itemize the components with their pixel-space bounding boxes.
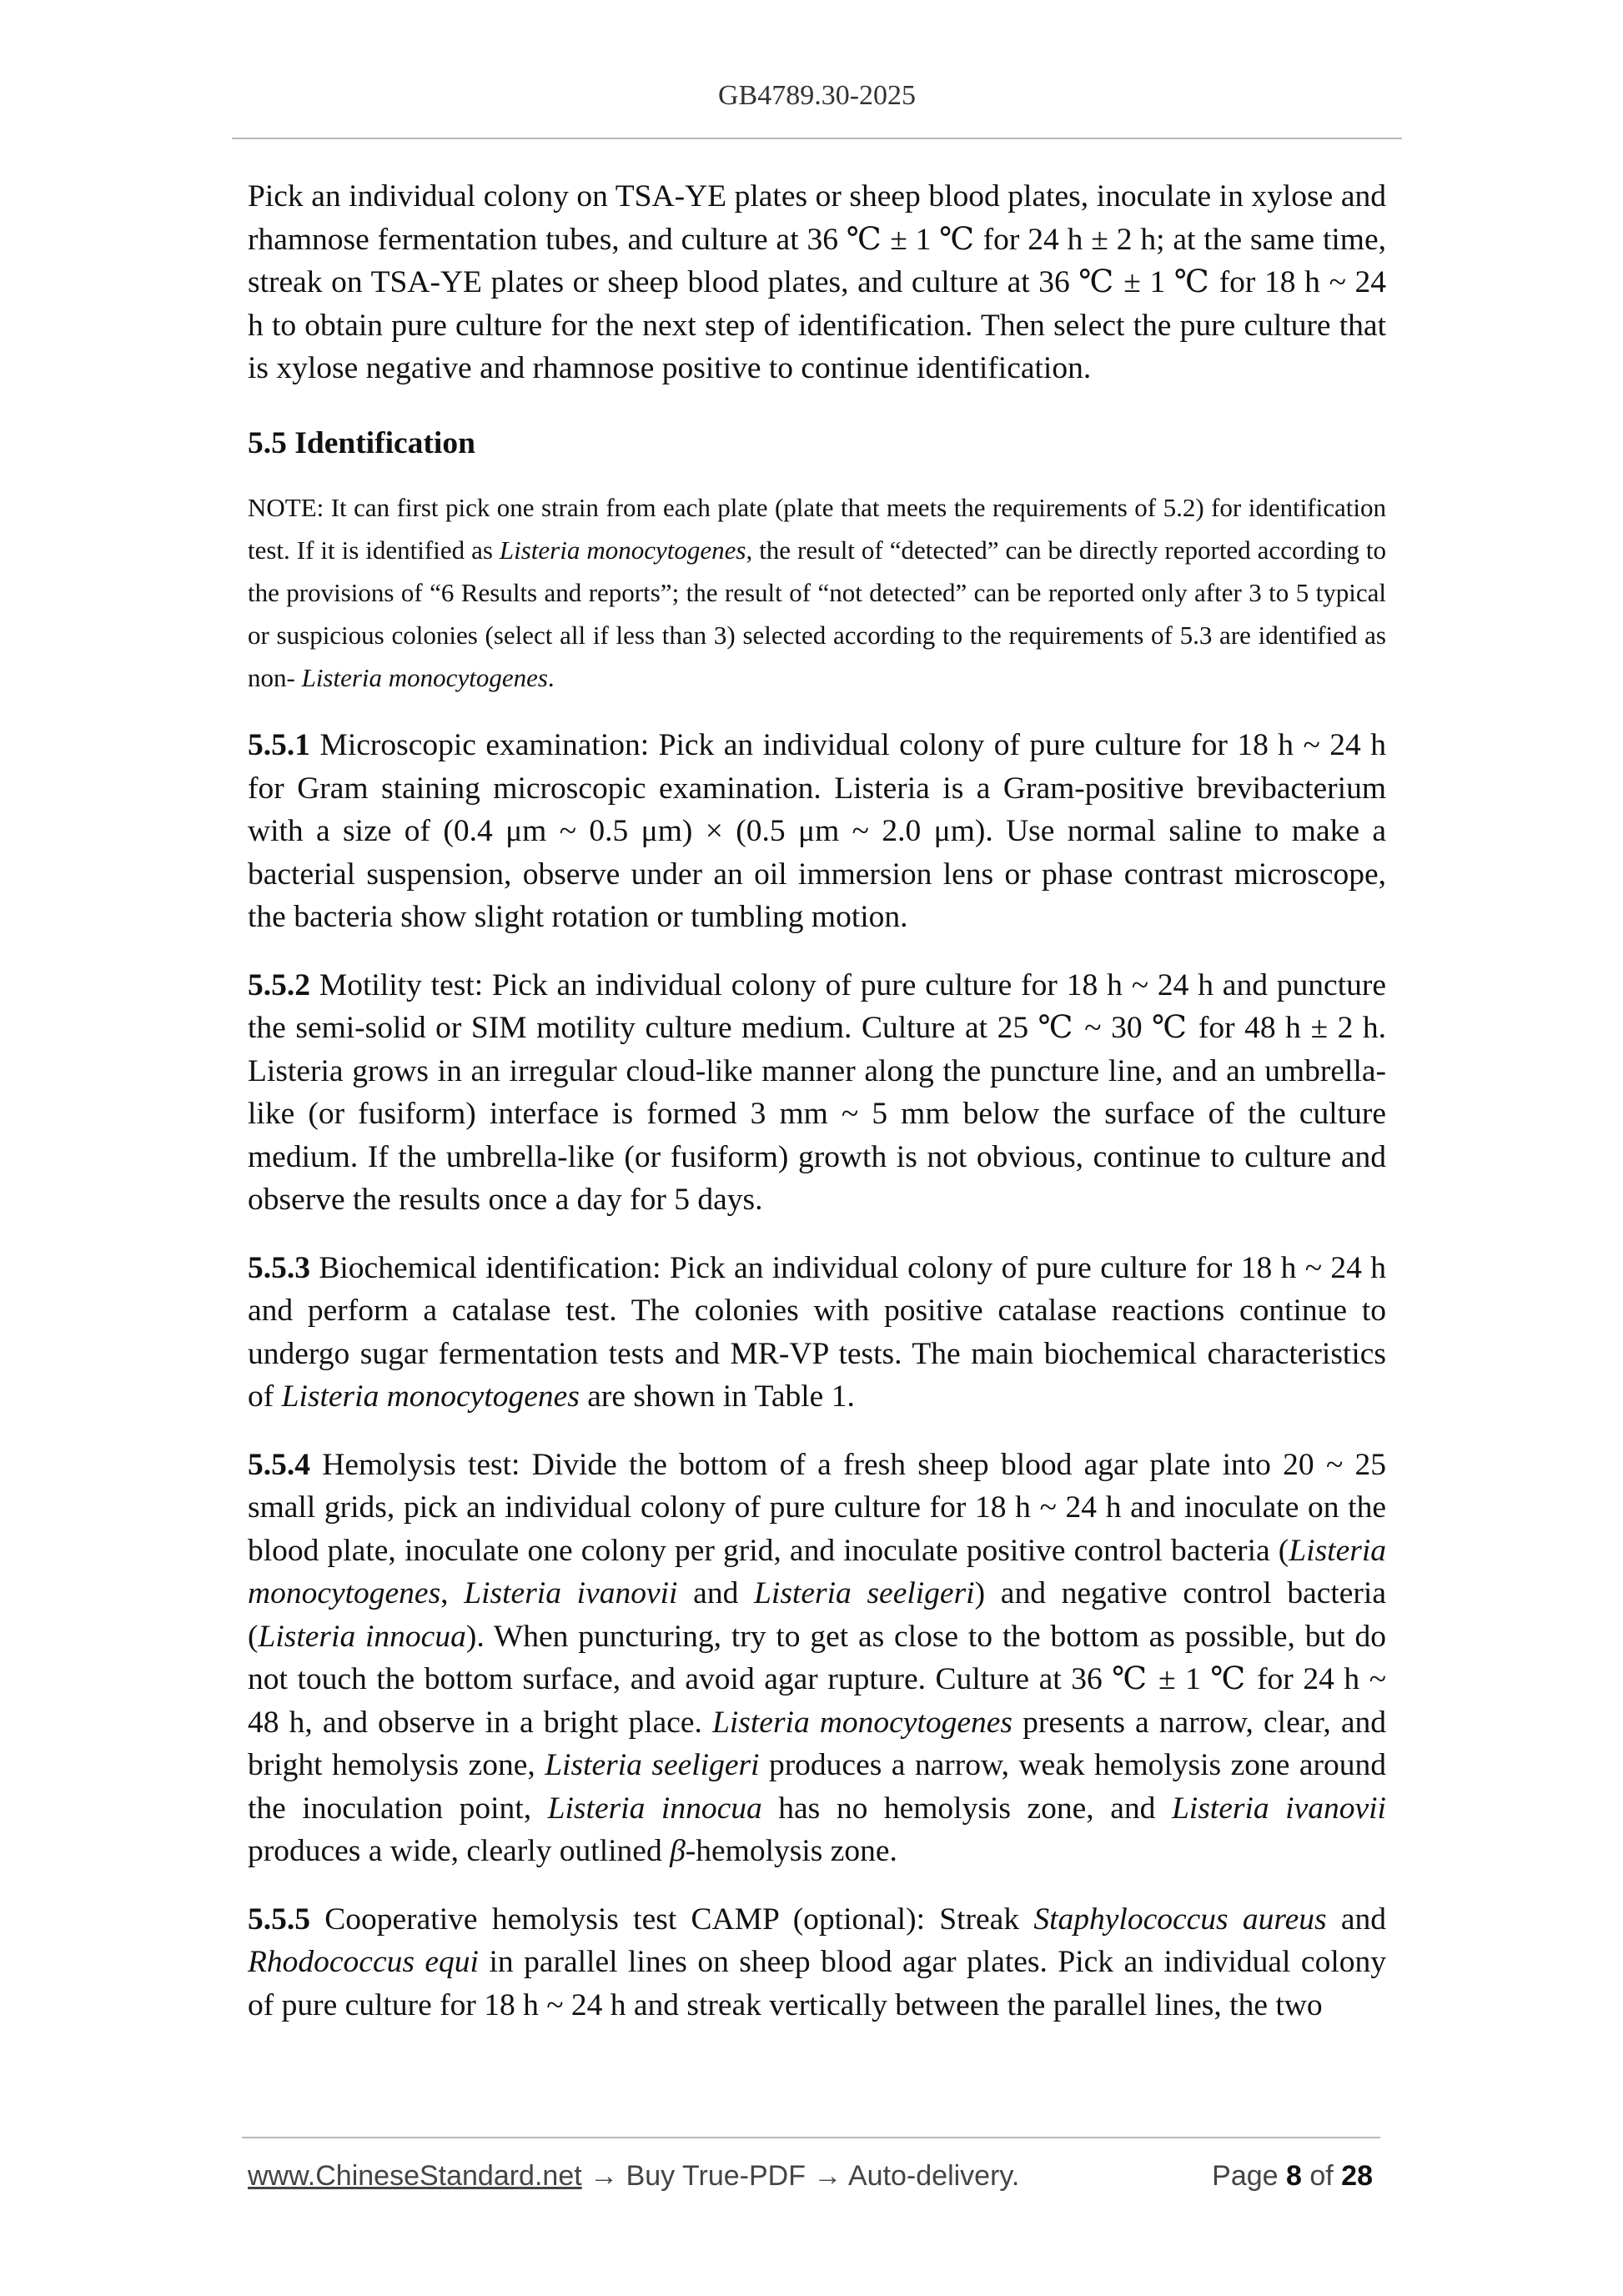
species-name: Listeria seeligeri xyxy=(754,1576,975,1610)
species-name: Listeria innocua xyxy=(547,1791,762,1826)
section-number: 5.5.2 xyxy=(248,967,310,1002)
document-body xyxy=(248,175,1386,2027)
section-number: 5.5.3 xyxy=(248,1250,310,1285)
section-number: 5.5.4 xyxy=(248,1447,310,1482)
species-name: Rhodococcus equi xyxy=(248,1945,479,1979)
paragraph-pure-culture: Pick an individual colony on TSA-YE plates or sheep blood plates, inoculate in xylose and rhamnose fermentation tubes, and culture at 36 ℃ ± 1 ℃ for 24 h ± 2 h; at the same time, streak on TSA-YE plates or sheep blood plates, and culture at 36 ℃ ± 1 ℃ for 18 h ~ 24 h to obtain pure culture for the next step of identification. Then select the pure culture that is xylose negative and rhamnose positive to continue identification. xyxy=(248,179,1386,385)
species-name: Listeria ivanovii xyxy=(464,1576,678,1610)
page-footer xyxy=(248,2160,1386,2202)
current-page-number: 8 xyxy=(1286,2160,1302,2192)
species-name: Listeria seeligeri xyxy=(545,1748,760,1782)
section-5-5-3: 5.5.3 Biochemical identification: Pick an individual colony of pure culture for 18 h ~ 24 h and perform a catalase test. The colonies with positive catalase reactions continue to undergo sugar fermentation tests and MR-VP tests. The main biochemical characteristics of Listeria monocytogenes are shown in Table 1. xyxy=(248,1250,1386,1414)
header-divider xyxy=(232,138,1402,139)
section-number: 5.5.5 xyxy=(248,1902,310,1937)
species-name: Listeria monocytogenes xyxy=(499,535,746,565)
species-name: Listeria monocytogenes xyxy=(712,1705,1012,1740)
document-header: GB4789.30-2025 xyxy=(717,80,917,111)
page-indicator: Page 8 of 28 xyxy=(1212,2160,1373,2192)
section-5-5-5: 5.5.5 Cooperative hemolysis test CAMP (optional): Streak Staphylococcus aureus and Rhodococcus equi in parallel lines on sheep blood agar plates. Pick an individual colony of pure culture for 18 h ~ 24 h and streak vertically between the parallel lines, the two xyxy=(248,1902,1386,2022)
species-name: Listeria innocua xyxy=(258,1619,466,1654)
species-name: Listeria monocytogenes xyxy=(301,663,548,692)
footer-promo-text: → Buy True-PDF → Auto-delivery. xyxy=(581,2160,1020,2192)
website-link[interactable]: www.ChineseStandard.net xyxy=(248,2160,582,2192)
section-5-5-4: 5.5.4 Hemolysis test: Divide the bottom of a fresh sheep blood agar plate into 20 ~ 25 small grids, pick an individual colony of pure culture for 18 h ~ 24 h and inoculate on the blood plate, inoculate one colony per grid, and inoculate positive control bacteria (Listeria monocytogenes, Listeria ivanovii and Listeria seeligeri) and negative control bacteria (Listeria innocua). When puncturing, try to get as close to the bottom as possible, but do not touch the bottom surface, and avoid agar rupture. Culture at 36 ℃ ± 1 ℃ for 24 h ~ 48 h, and observe in a bright place. Listeria monocytogenes presents a narrow, clear, and bright hemolysis zone, Listeria seeligeri produces a narrow, weak hemolysis zone around the inoculation point, Listeria innocua has no hemolysis zone, and Listeria ivanovii produces a wide, clearly outlined β-hemolysis zone. xyxy=(248,1447,1386,1868)
species-name: Listeria monocytogenes xyxy=(248,1533,1386,1610)
greek-beta: β xyxy=(670,1834,686,1868)
footer-promo xyxy=(248,2160,1019,2193)
species-name: Listeria monocytogenes xyxy=(281,1379,580,1414)
section-number: 5.5.1 xyxy=(248,728,310,762)
section-5-5-1: 5.5.1 Microscopic examination: Pick an individual colony of pure culture for 18 h ~ 24 h for Gram staining microscopic examination. Listeria is a Gram-positive brevibacterium with a size of (0.4 μm ~ 0.5 μm) × (0.5 μm ~ 2.0 μm). Use normal saline to make a bacterial suspension, observe under an oil immersion lens or phase contrast microscope, the bacteria show slight rotation or tumbling motion. xyxy=(248,728,1386,934)
species-name: Listeria ivanovii xyxy=(1171,1791,1386,1826)
section-heading-5-5: 5.5 Identification xyxy=(248,425,475,460)
note-paragraph: NOTE: It can first pick one strain from each plate (plate that meets the requirements of 5.2) for identification test. If it is identified as Listeria monocytogenes, the result of “detected” can be directly reported according to the provisions of “6 Results and reports”; the result of “not detected” can be reported only after 3 to 5 typical or suspicious colonies (select all if less than 3) selected according to the requirements of 5.3 are identified as non- Listeria monocytogenes. xyxy=(248,493,1386,692)
species-name: Staphylococcus aureus xyxy=(1033,1902,1327,1937)
total-pages-number: 28 xyxy=(1341,2160,1373,2192)
footer-divider xyxy=(242,2137,1380,2138)
section-5-5-2: 5.5.2 Motility test: Pick an individual colony of pure culture for 18 h ~ 24 h and puncture the semi-solid or SIM motility culture medium. Culture at 25 ℃ ~ 30 ℃ for 48 h ± 2 h. Listeria grows in an irregular cloud-like manner along the puncture line, and an umbrella-like (or fusiform) interface is formed 3 mm ~ 5 mm below the surface of the culture medium. If the umbrella-like (or fusiform) growth is not obvious, continue to culture and observe the results once a day for 5 days. xyxy=(248,967,1386,1217)
